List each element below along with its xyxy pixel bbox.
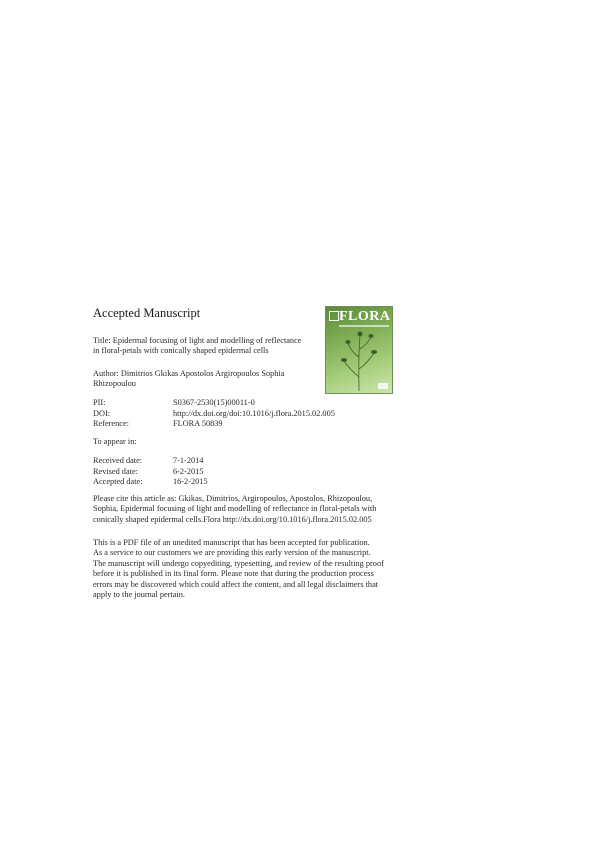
identifier-label: DOI:: [93, 408, 111, 418]
notice-paragraph: [93, 538, 399, 600]
plant-illustration-icon: [326, 307, 392, 393]
article-title: [93, 336, 318, 357]
date-value: 6-2-2015: [173, 466, 204, 476]
notice-line: before it is published in its final form. Please note that during the production process: [93, 569, 374, 579]
citation-line: conically shaped epidermal cells.Flora http://dx.doi.org/10.1016/j.flora.2015.02.005: [93, 514, 372, 524]
author-line: Rhizopoulou: [93, 379, 136, 389]
citation-line: Sophia, Epidermal focusing of light and modelling of reflectance in floral-petals with: [93, 504, 377, 514]
title-line: in floral-petals with conically shaped epidermal cells: [93, 346, 269, 356]
notice-line: This is a PDF file of an unedited manuscript that has been accepted for publication.: [93, 538, 370, 547]
identifier-list: [93, 398, 335, 430]
date-row-received: [93, 456, 208, 467]
notice-line: As a service to our customers we are providing this early version of the manuscript.: [93, 548, 371, 558]
cover-journal-title: FLORA: [339, 309, 391, 324]
journal-cover-image: [325, 306, 393, 394]
doi-link[interactable]: http://dx.doi.org/doi:10.1016/j.flora.2015.02.005: [173, 408, 335, 418]
identifier-value: S0367-2530(15)00011-0: [173, 398, 255, 407]
date-label: Revised date:: [93, 466, 138, 476]
citation-line: Please cite this article as: Gkikas, Dimitrios, Argiropoulos, Apostolos, Rhizopoulou,: [93, 494, 373, 503]
citation-paragraph: [93, 494, 399, 525]
identifier-row-reference: [93, 419, 335, 430]
date-value: 16-2-2015: [173, 477, 208, 486]
identifier-row-pii: [93, 398, 335, 409]
identifier-label: Reference:: [93, 419, 129, 428]
date-value: 7-1-2014: [173, 456, 204, 465]
date-label: Accepted date:: [93, 477, 143, 486]
page-heading: Accepted Manuscript: [93, 306, 201, 320]
date-label: Received date:: [93, 456, 143, 465]
notice-line: errors may be discovered which could affect the content, and all legal disclaimers that: [93, 579, 379, 589]
notice-line: apply to the journal pertain.: [93, 590, 185, 600]
title-line: Title: Epidermal focusing of light and modelling of reflectance: [93, 336, 302, 345]
date-list: [93, 456, 208, 488]
to-appear-label: To appear in:: [93, 437, 137, 446]
author-line: Author: Dimitrios Gkikas Apostolos Argiropoulos Sophia: [93, 369, 285, 378]
date-row-revised: [93, 467, 208, 478]
identifier-value: FLORA 50839: [173, 419, 223, 428]
identifier-label: PII:: [93, 398, 106, 407]
article-authors: [93, 369, 313, 390]
identifier-row-doi: [93, 409, 335, 420]
date-row-accepted: [93, 477, 208, 488]
notice-line: The manuscript will undergo copyediting, typesetting, and review of the resulting proof: [93, 558, 384, 568]
